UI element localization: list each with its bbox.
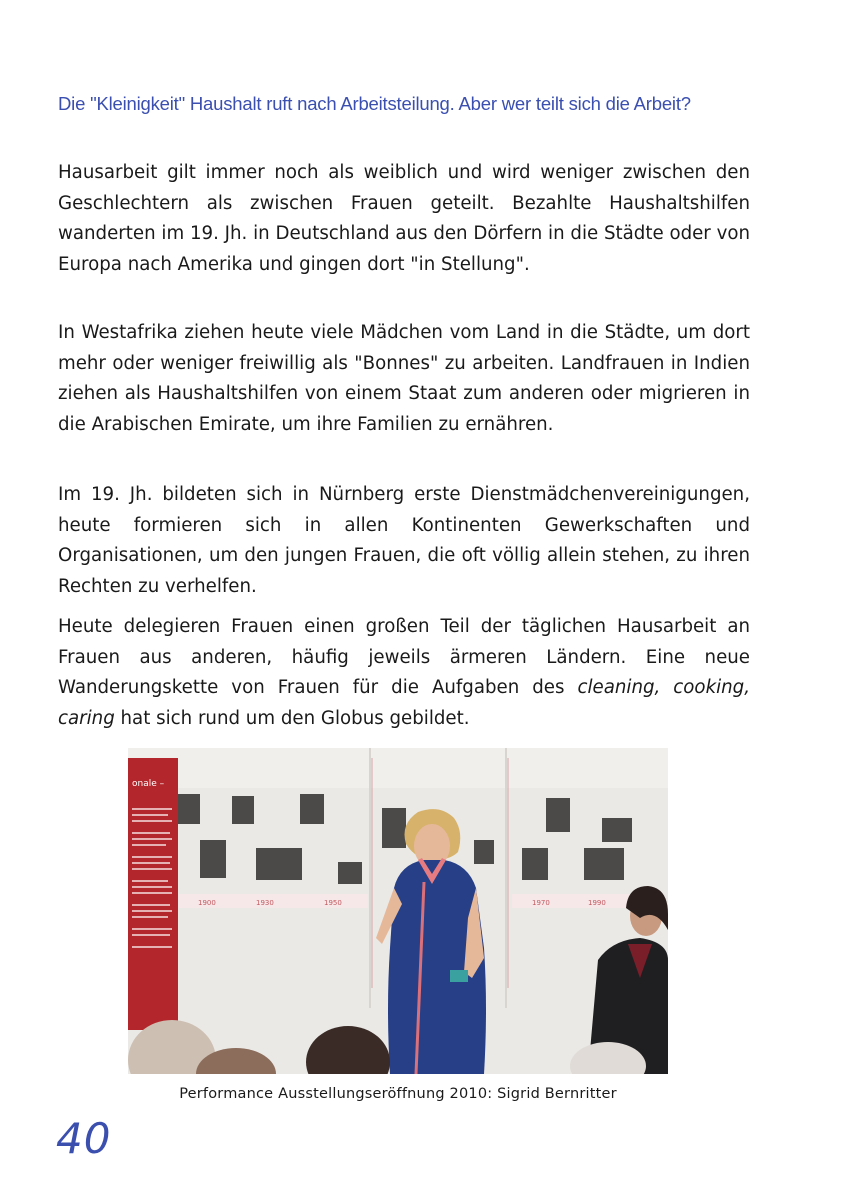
timeline-label-1: 1900	[198, 899, 216, 907]
timeline-label-3: 1950	[324, 899, 342, 907]
exhibition-photo-illustration	[128, 748, 668, 1074]
exhibition-photo	[128, 748, 668, 1074]
paragraph-4-text-start: Heute delegieren Frauen einen großen Teil der täglichen Hausarbeit an Frauen aus anderen, häufig jeweils ärmeren Ländern. Eine neue Wanderungskette von Frauen für die Aufgaben des	[58, 616, 750, 698]
paragraph-2: In Westafrika ziehen heute viele Mädchen vom Land in die Städte, um dort mehr oder weniger freiwillig als "Bonnes" zu arbeiten. Landfrauen in Indien ziehen als Haushaltshilfen von einem Staat zum anderen oder migrieren in die Arabischen Emirate, um ihre Familien zu ernähren.	[58, 322, 750, 435]
timeline-label-4: 1970	[532, 899, 550, 907]
banner-text: onale –	[132, 779, 165, 789]
timeline-label-5: 1990	[588, 899, 606, 907]
photo-caption: Performance Ausstellungseröffnung 2010: Sigrid Bernritter	[179, 1086, 617, 1102]
paragraph-4	[58, 612, 750, 734]
page-number: 40	[56, 1114, 112, 1163]
paragraph-4-italic: cleaning, cooking, caring	[58, 677, 751, 729]
paragraph-1: Hausarbeit gilt immer noch als weiblich und wird weniger zwischen den Geschlechtern als zwischen Frauen geteilt. Bezahlte Haushaltshilfen wanderten im 19. Jh. in Deutschland aus den Dörfern in die Städte oder von Europa nach Amerika und gingen dort "in Stellung".	[58, 162, 750, 275]
section-subheading: Die "Kleinigkeit" Haushalt ruft nach Arbeitsteilung. Aber wer teilt sich die Arbeit?	[58, 93, 691, 114]
paragraph-4-text-end: hat sich rund um den Globus gebildet.	[114, 707, 470, 729]
timeline-label-2: 1930	[256, 899, 274, 907]
paragraph-3: Im 19. Jh. bildeten sich in Nürnberg erste Dienstmädchenvereinigungen, heute formieren sich in allen Kontinenten Gewerkschaften und Organisationen, um den jungen Frauen, die oft völlig allein stehen, zu ihren Rechten zu verhelfen.	[58, 484, 750, 597]
